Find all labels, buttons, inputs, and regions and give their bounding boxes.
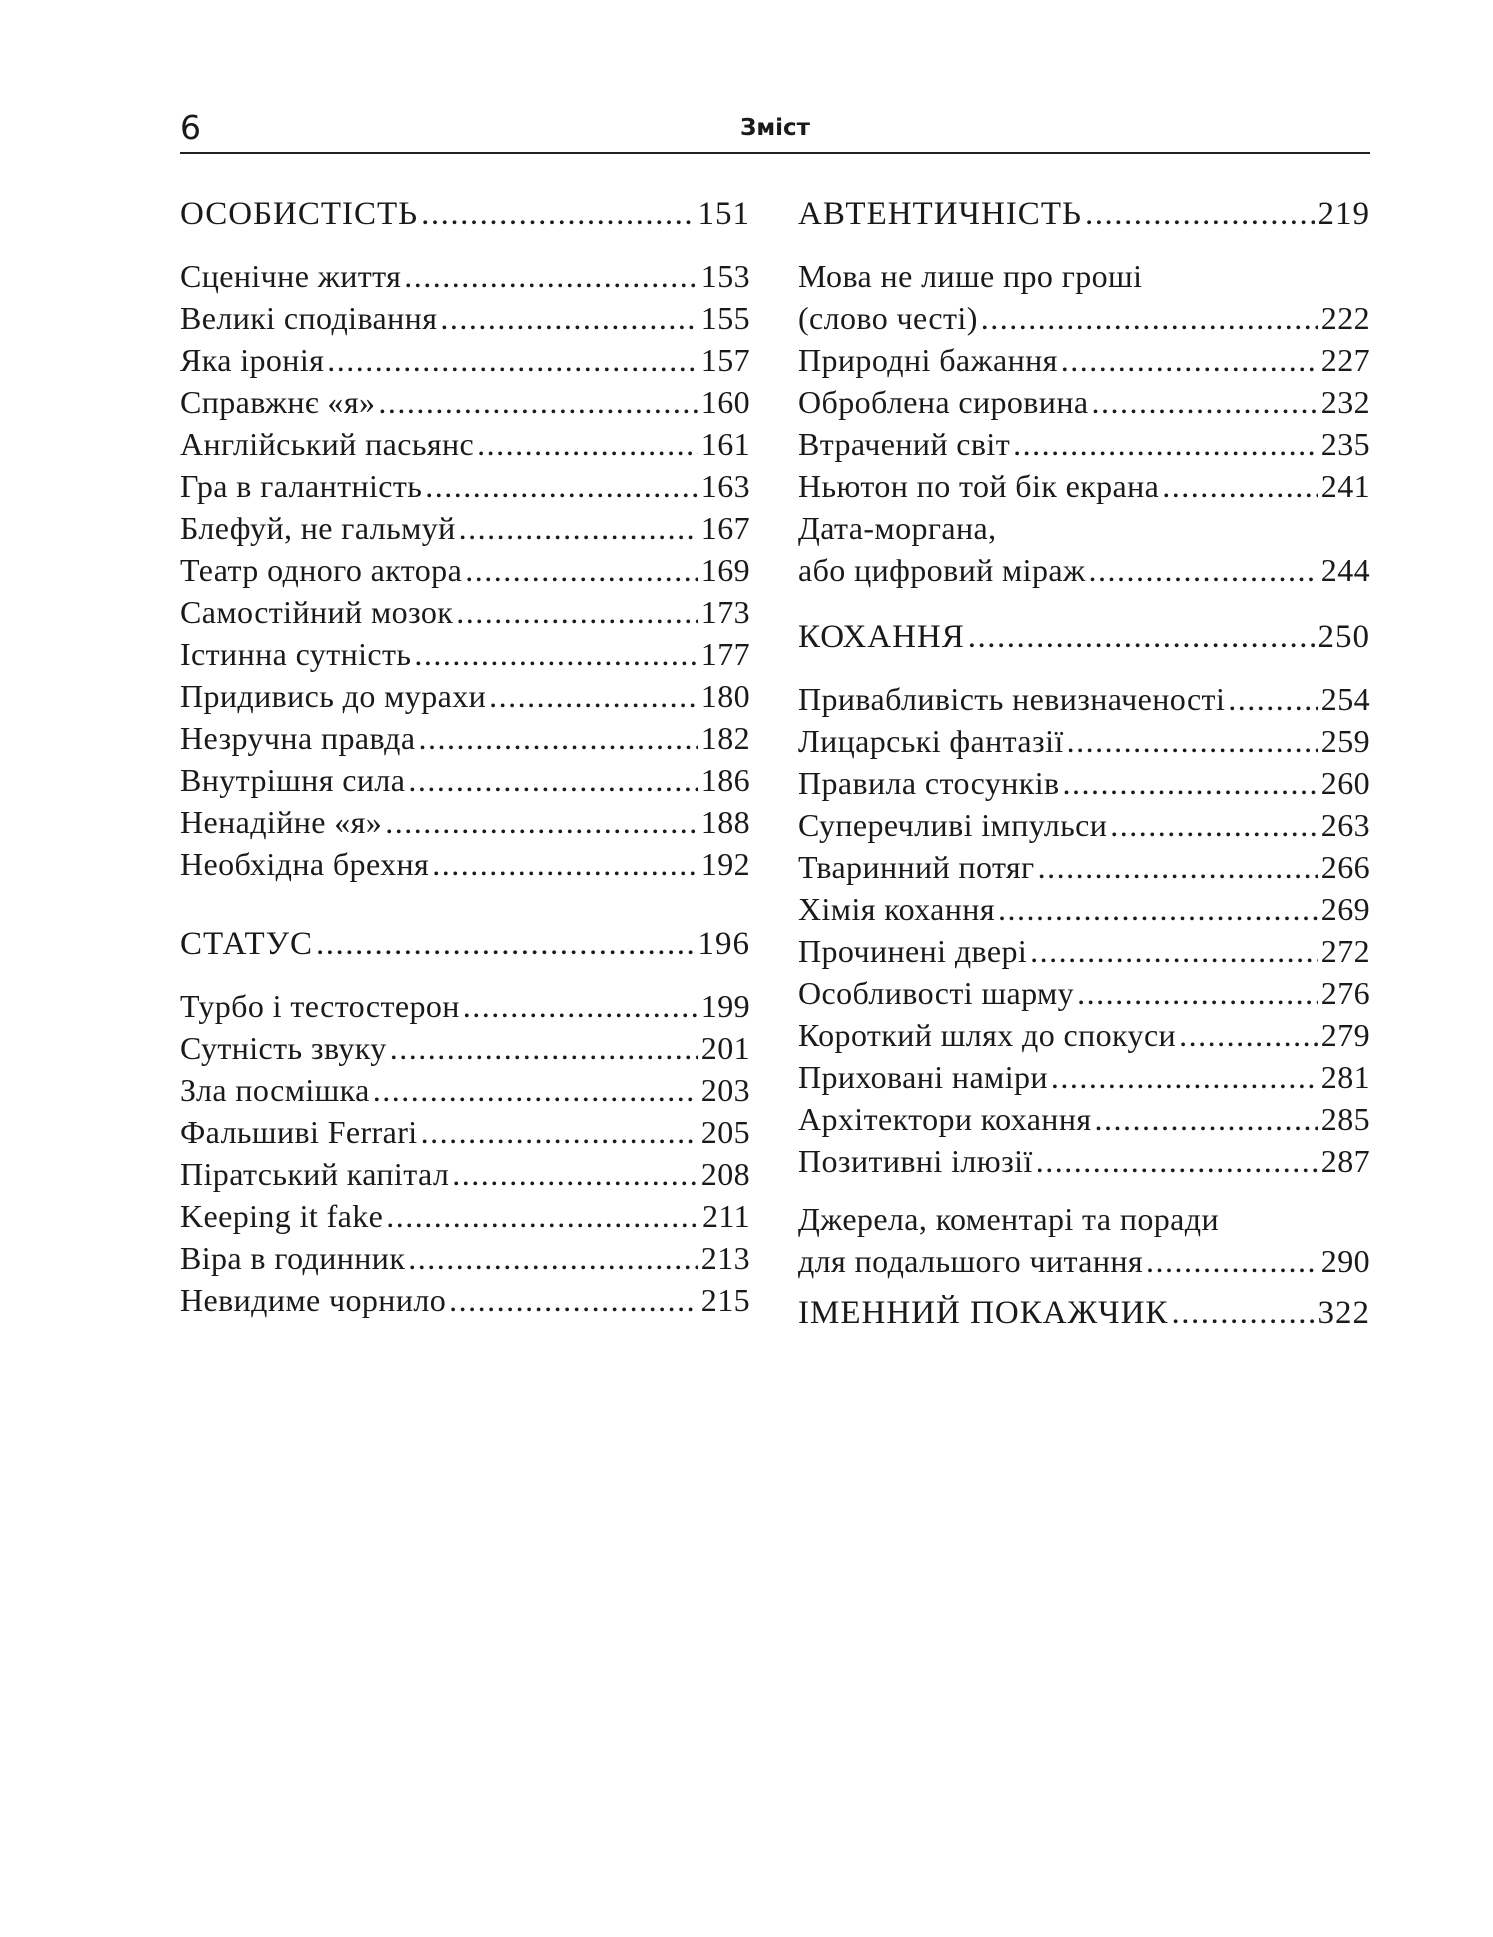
toc-entry — [180, 381, 750, 423]
toc-entry-page: 215 — [700, 1282, 750, 1318]
toc-entry-page: 169 — [700, 552, 750, 588]
toc-section — [180, 923, 750, 1321]
dot-leader — [418, 717, 697, 759]
spacer — [798, 1282, 1370, 1292]
toc-entry — [180, 549, 750, 591]
toc-entry-title: Незручна правда — [180, 720, 416, 756]
toc-entry-title: Keeping it fake — [180, 1198, 384, 1234]
dot-leader — [390, 1027, 698, 1069]
toc-entry-title: Ньютон по той бік екрана — [798, 468, 1160, 504]
toc-entry — [798, 1140, 1370, 1182]
dot-leader — [1171, 1292, 1314, 1334]
toc-entry — [798, 549, 1370, 591]
toc-entry — [798, 381, 1370, 423]
index-heading — [798, 1292, 1370, 1334]
toc-entry-page: 203 — [700, 1072, 750, 1108]
toc-entry-title: для подальшого читання — [798, 1243, 1144, 1279]
dot-leader — [1061, 339, 1318, 381]
toc-entry-page: 211 — [701, 1198, 750, 1234]
toc-entry — [798, 465, 1370, 507]
toc-entry — [798, 1098, 1370, 1140]
section-heading-title: СТАТУС — [180, 926, 313, 962]
dot-leader — [1094, 1098, 1317, 1140]
dot-leader — [1077, 972, 1318, 1014]
section-heading — [798, 616, 1370, 658]
dot-leader — [968, 616, 1315, 658]
toc-entry-title: або цифровий міраж — [798, 552, 1086, 588]
dot-leader — [432, 843, 698, 885]
dot-leader — [1036, 1140, 1318, 1182]
toc-entry-title: Яка іронія — [180, 342, 325, 378]
toc-entry — [798, 1056, 1370, 1098]
toc-entry-page: 186 — [700, 762, 750, 798]
toc-right-column — [798, 193, 1370, 1354]
running-head — [180, 108, 1370, 154]
toc-entry — [180, 1279, 750, 1321]
dot-leader — [378, 381, 697, 423]
spacer — [798, 591, 1370, 616]
toc-entry — [798, 720, 1370, 762]
toc-entry — [180, 801, 750, 843]
toc-sources — [798, 1198, 1370, 1282]
toc-entry — [180, 717, 750, 759]
dot-leader — [1051, 1056, 1318, 1098]
dot-leader — [459, 507, 698, 549]
toc-entry-title: Тваринний потяг — [798, 849, 1035, 885]
toc-entry-page: 285 — [1320, 1101, 1370, 1137]
toc-entry-page: 153 — [700, 258, 750, 294]
toc-entry-title: Прочинені двері — [798, 933, 1028, 969]
dot-leader — [1146, 1240, 1318, 1282]
toc-entry — [798, 423, 1370, 465]
dot-leader — [1091, 381, 1317, 423]
toc-entry-title: Піратський капітал — [180, 1156, 450, 1192]
toc-entry-title: Самостійний мозок — [180, 594, 454, 630]
dot-leader — [1085, 193, 1315, 235]
toc-entry-title: Втрачений світ — [798, 426, 1011, 462]
toc-entry — [180, 297, 750, 339]
running-title: Зміст — [740, 115, 810, 141]
toc-entry — [798, 972, 1370, 1014]
toc-entry — [798, 846, 1370, 888]
dot-leader — [425, 465, 698, 507]
page-number: 6 — [180, 108, 201, 147]
spacer — [180, 885, 750, 923]
toc-entry — [798, 762, 1370, 804]
toc-entry-title: Віра в годинник — [180, 1240, 406, 1276]
toc-entry-title: Природні бажання — [798, 342, 1058, 378]
toc-entry-page: 161 — [700, 426, 750, 462]
toc-entry-title: Невидиме чорнило — [180, 1282, 447, 1318]
toc-entry-page: 160 — [700, 384, 750, 420]
toc-entry-title: Англійський пасьянс — [180, 426, 475, 462]
toc-entry-page: 260 — [1320, 765, 1370, 801]
dot-leader — [998, 888, 1318, 930]
toc-entry-title-line: Дата-моргана, — [798, 510, 997, 546]
dot-leader — [452, 1153, 698, 1195]
toc-entry-title: Зла посмішка — [180, 1072, 370, 1108]
toc-entry-page: 173 — [700, 594, 750, 630]
toc-entry-title: Необхідна брехня — [180, 846, 430, 882]
toc-entry-page: 241 — [1320, 468, 1370, 504]
toc-entry-title: Сутність звуку — [180, 1030, 387, 1066]
toc-entry-page: 182 — [700, 720, 750, 756]
toc-entry — [180, 759, 750, 801]
toc-entry — [180, 591, 750, 633]
dot-leader — [408, 759, 697, 801]
toc-section — [798, 193, 1370, 591]
toc-entry-title-line: Мова не лише про гроші — [798, 258, 1143, 294]
toc-entry-title: Сценічне життя — [180, 258, 402, 294]
toc-entry-page: 254 — [1320, 681, 1370, 717]
toc-entry-title: Привабливість невизначеності — [798, 681, 1226, 717]
toc-entry-page: 263 — [1320, 807, 1370, 843]
section-heading-title: АВТЕНТИЧНІСТЬ — [798, 196, 1082, 232]
toc-entry-page: 213 — [700, 1240, 750, 1276]
dot-leader — [414, 633, 697, 675]
toc-entry — [798, 1240, 1370, 1282]
toc-left-column — [180, 193, 750, 1321]
toc-entry-page: 259 — [1320, 723, 1370, 759]
dot-leader — [477, 423, 698, 465]
dot-leader — [1067, 720, 1318, 762]
toc-entry-title: Особливості шарму — [798, 975, 1075, 1011]
toc-entry-page: 269 — [1320, 891, 1370, 927]
toc-entry-page: 157 — [700, 342, 750, 378]
dot-leader — [1162, 465, 1318, 507]
toc-entry-page: 266 — [1320, 849, 1370, 885]
toc-entry-title: Ненадійне «я» — [180, 804, 383, 840]
toc-entry-page: 287 — [1320, 1143, 1370, 1179]
toc-entry — [180, 1237, 750, 1279]
toc-entry-title: Придивись до мурахи — [180, 678, 487, 714]
toc-entry — [180, 423, 750, 465]
dot-leader — [316, 923, 695, 965]
toc-entry-title: Правила стосунків — [798, 765, 1060, 801]
dot-leader — [456, 591, 698, 633]
dot-leader — [385, 801, 698, 843]
toc-entry-title: Оброблена сировина — [798, 384, 1089, 420]
dot-leader — [386, 1195, 699, 1237]
toc-entry-page: 208 — [700, 1156, 750, 1192]
section-heading — [798, 193, 1370, 235]
section-heading-page: 250 — [1317, 619, 1370, 655]
toc-entry-page: 235 — [1320, 426, 1370, 462]
toc-section — [798, 616, 1370, 1182]
toc-entry-title: Гра в галантність — [180, 468, 423, 504]
toc-entry — [180, 255, 750, 297]
toc-entry-title: Внутрішня сила — [180, 762, 406, 798]
toc-entry-page: 155 — [700, 300, 750, 336]
toc-entry-page: 199 — [700, 988, 750, 1024]
toc-entry-page: 281 — [1320, 1059, 1370, 1095]
dot-leader — [440, 297, 697, 339]
toc-entry-page: 192 — [700, 846, 750, 882]
toc-entry — [798, 678, 1370, 720]
toc-entry-page: 201 — [700, 1030, 750, 1066]
dot-leader — [463, 985, 698, 1027]
toc-entry-title: Лицарські фантазії — [798, 723, 1064, 759]
dot-leader — [1088, 549, 1317, 591]
toc-entry — [798, 339, 1370, 381]
toc-entry-title: Театр одного актора — [180, 552, 463, 588]
toc-entry — [798, 297, 1370, 339]
toc-entry-title: Позитивні ілюзії — [798, 1143, 1033, 1179]
spacer — [798, 1182, 1370, 1198]
toc-entry-title: Фальшиві Ferrari — [180, 1114, 418, 1150]
toc-entry — [180, 1153, 750, 1195]
toc-entry-page: 244 — [1320, 552, 1370, 588]
toc-entry-title-line: Джерела, коментарі та поради — [798, 1201, 1219, 1237]
dot-leader — [404, 255, 698, 297]
toc-entry-page: 290 — [1320, 1243, 1370, 1279]
section-heading-title: КОХАННЯ — [798, 619, 965, 655]
section-heading-title: ІМЕННИЙ ПОКАЖЧИК — [798, 1295, 1169, 1331]
toc-entry-title: Великі сподівання — [180, 300, 438, 336]
toc-entry — [180, 465, 750, 507]
dot-leader — [1030, 930, 1318, 972]
toc-entry — [180, 1069, 750, 1111]
toc-entry-page: 276 — [1320, 975, 1370, 1011]
section-heading-page: 219 — [1317, 196, 1370, 232]
dot-leader — [1110, 804, 1318, 846]
toc-entry-page: 167 — [700, 510, 750, 546]
dot-leader — [1179, 1014, 1318, 1056]
dot-leader — [465, 549, 698, 591]
dot-leader — [373, 1069, 698, 1111]
dot-leader — [1063, 762, 1318, 804]
toc-entry-page: 232 — [1320, 384, 1370, 420]
toc-entry-title: Істинна сутність — [180, 636, 412, 672]
toc-entry — [798, 1014, 1370, 1056]
dot-leader — [421, 193, 694, 235]
dot-leader — [408, 1237, 698, 1279]
toc-entry-page: 163 — [700, 468, 750, 504]
toc-entry-title: Хімія кохання — [798, 891, 995, 927]
dot-leader — [981, 297, 1318, 339]
toc-entry-page: 188 — [700, 804, 750, 840]
section-heading — [180, 923, 750, 965]
toc-entry-page: 205 — [700, 1114, 750, 1150]
dot-leader — [1038, 846, 1318, 888]
toc-entry-page: 177 — [700, 636, 750, 672]
toc-entry-page: 227 — [1320, 342, 1370, 378]
toc-entry — [798, 930, 1370, 972]
toc-section — [180, 193, 750, 885]
toc-entry — [180, 675, 750, 717]
toc-entry — [798, 888, 1370, 930]
dot-leader — [1228, 678, 1318, 720]
toc-entry — [180, 1027, 750, 1069]
toc-entry-page: 222 — [1320, 300, 1370, 336]
dot-leader — [421, 1111, 698, 1153]
toc-entry-title: (слово честі) — [798, 300, 978, 336]
toc-entry-title: Короткий шлях до спокуси — [798, 1017, 1177, 1053]
toc-entry — [180, 1195, 750, 1237]
section-heading-title: ОСОБИСТІСТЬ — [180, 196, 419, 232]
toc-entry — [180, 507, 750, 549]
dot-leader — [1013, 423, 1318, 465]
toc-entry-title: Архітектори кохання — [798, 1101, 1092, 1137]
toc-entry — [180, 339, 750, 381]
toc-entry — [180, 633, 750, 675]
toc-entry-page: 272 — [1320, 933, 1370, 969]
dot-leader — [449, 1279, 698, 1321]
toc-entry-page: 180 — [700, 678, 750, 714]
section-heading — [180, 193, 750, 235]
toc-entry — [180, 843, 750, 885]
toc-entry-title: Суперечливі імпульси — [798, 807, 1108, 843]
section-heading-page: 151 — [697, 196, 750, 232]
toc-entry-page: 279 — [1320, 1017, 1370, 1053]
toc-entry-title: Приховані наміри — [798, 1059, 1048, 1095]
section-heading-page: 196 — [697, 926, 750, 962]
toc-entry — [798, 804, 1370, 846]
toc-entry — [180, 985, 750, 1027]
toc-entry-title: Справжнє «я» — [180, 384, 376, 420]
toc-entry-title: Турбо і тестостерон — [180, 988, 460, 1024]
toc-entry — [180, 1111, 750, 1153]
toc-entry-title: Блефуй, не гальмуй — [180, 510, 456, 546]
section-heading-page: 322 — [1317, 1295, 1370, 1331]
dot-leader — [489, 675, 698, 717]
dot-leader — [327, 339, 698, 381]
